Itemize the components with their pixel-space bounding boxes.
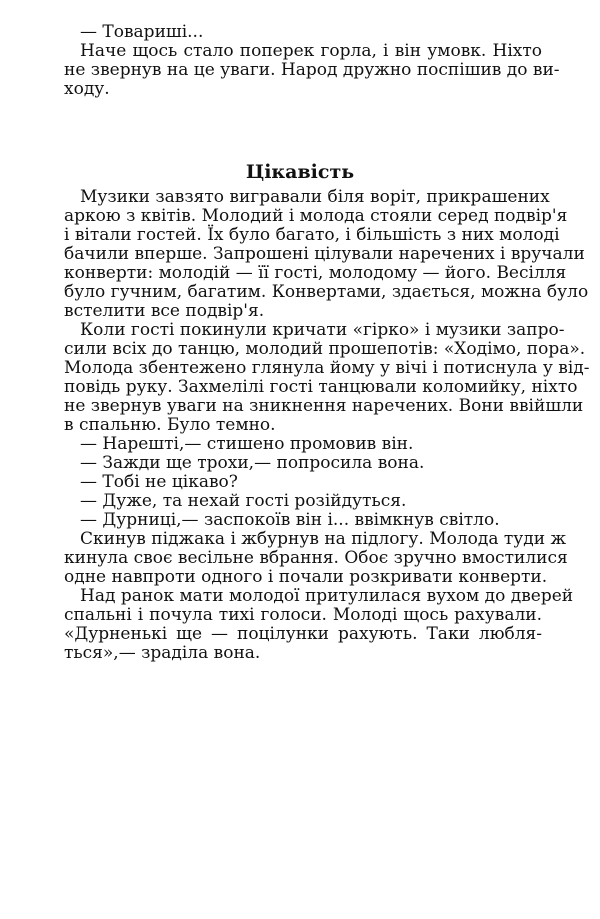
text-line: спальні і почула тихі голоси. Молоді щось рахували.	[64, 605, 542, 625]
text-line: кинула своє весільне вбрання. Обоє зручно вмостилися	[64, 548, 568, 568]
text-line: встелити все подвір'я.	[64, 301, 265, 321]
text-line: Коли гості покинули кричати «гірко» і музики запро-	[80, 320, 565, 340]
text-line: аркою з квітів. Молодий і молода стояли серед подвір'я	[64, 206, 568, 226]
text-line: Музики завзято вигравали біля воріт, прикрашених	[80, 187, 550, 207]
text-line: було гучним, багатим. Конвертами, здається, можна було	[64, 282, 589, 302]
text-line: Скинув піджака і жбурнув на підлогу. Молода туди ж	[80, 529, 567, 549]
text-line: — Товариші...	[80, 22, 204, 42]
text-line: Молода збентежено глянула йому у вічі і потиснула у від-	[64, 358, 590, 378]
dialogue-line: — Дурниці,— заспокоїв він і... ввімкнув світло.	[80, 510, 500, 530]
text-line: Наче щось стало поперек горла, і він умовк. Ніхто	[80, 41, 542, 61]
text-line: бачили вперше. Запрошені цілували наречених і вручали	[64, 244, 585, 264]
text-line: Над ранок мати молодої притулилася вухом до дверей	[80, 586, 574, 606]
text-line: в спальню. Було темно.	[64, 415, 276, 435]
text-line: повідь руку. Захмелілі гості танцювали коломийку, ніхто	[64, 377, 578, 397]
text-line: ходу.	[64, 79, 110, 99]
text-line: одне навпроти одного і почали розкривати конверти.	[64, 567, 548, 587]
text-line: «Дурненькі ще — поцілунки рахують. Таки любля-	[64, 624, 542, 644]
story-title: Цікавість	[245, 160, 355, 183]
text-line: конверти: молодій — її гості, молодому — його. Весілля	[64, 263, 567, 283]
text-line: ться»,— зраділа вона.	[64, 643, 261, 663]
text-line: і вітали гостей. Їх було багато, і більшість з них молоді	[64, 225, 560, 245]
dialogue-line: — Дуже, та нехай гості розійдуться.	[80, 491, 407, 511]
dialogue-line: — Зажди ще трохи,— попросила вона.	[80, 453, 425, 473]
text-line: не звернув уваги на зникнення наречених. Вони ввійшли	[64, 396, 584, 416]
dialogue-line: — Тобі не цікаво?	[80, 472, 238, 492]
text-line: сили всіх до танцю, молодий прошепотів: «Ходімо, пора».	[64, 339, 586, 359]
dialogue-line: — Нарешті,— стишено промовив він.	[80, 434, 414, 454]
text-line: не звернув на це уваги. Народ дружно поспішив до ви-	[64, 60, 560, 80]
